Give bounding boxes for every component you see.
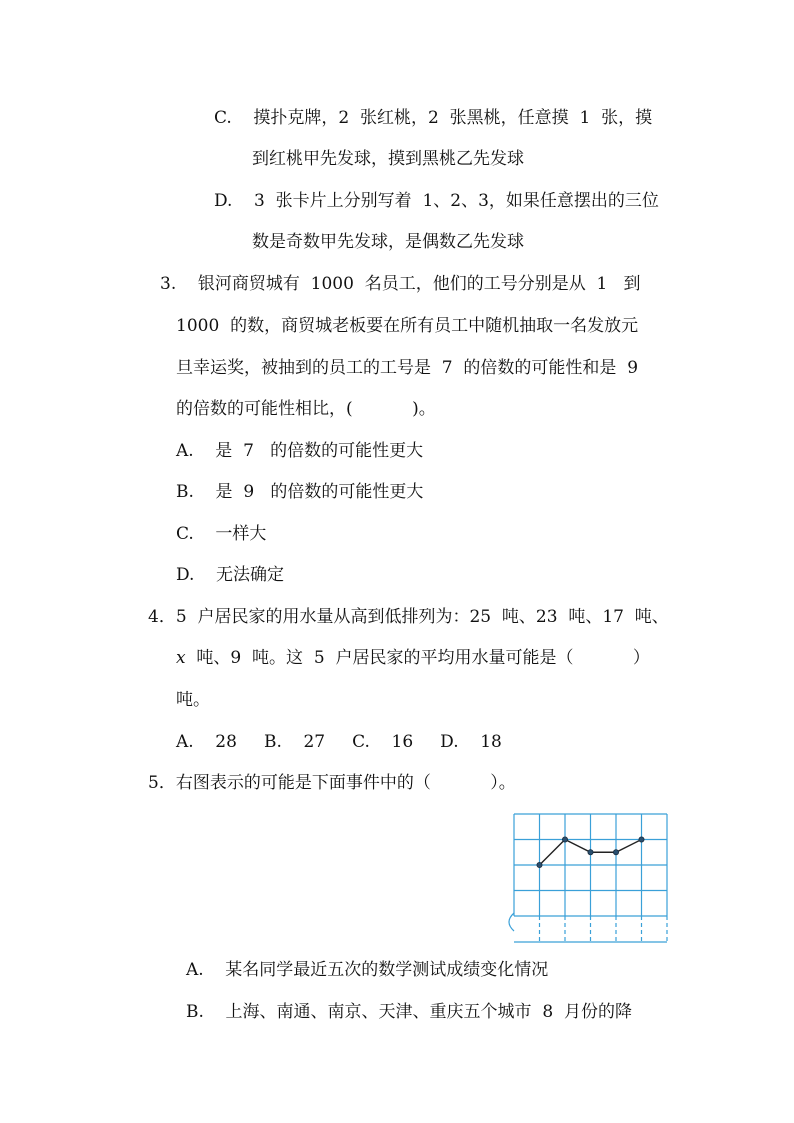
q2-option-d-line2: 数是奇数甲先发球，是偶数乙先发球 (252, 232, 524, 252)
q3-option-b: B. 是 9 的倍数的可能性更大 (176, 482, 424, 502)
q3-stem-line4: 的倍数的可能性相比，( )。 (176, 399, 436, 419)
q3-option-c: C. 一样大 (176, 524, 267, 544)
chart-break-mark (509, 913, 514, 931)
q4-options: A. 28 B. 27 C. 16 D. 18 (176, 732, 502, 752)
q5-line-chart (504, 810, 674, 945)
q5-option-a: A. 某名同学最近五次的数学测试成绩变化情况 (186, 960, 549, 980)
q4-stem-line3: 吨。 (176, 690, 210, 710)
q3-stem-line1: 3. 银河商贸城有 1000 名员工，他们的工号分别是从 1 到 (160, 274, 641, 294)
chart-axis-dashes (514, 916, 667, 942)
q2-option-c-line1: C. 摸扑克牌，2 张红桃，2 张黑桃，任意摸 1 张，摸 (214, 108, 653, 128)
q3-option-a: A. 是 7 的倍数的可能性更大 (176, 441, 424, 461)
q5-stem-line1: 5．右图表示的可能是下面事件中的（ ）。 (148, 773, 516, 793)
q4-stem-line2-text: 吨、9 吨。这 5 户居民家的平均用水量可能是（ ） (185, 648, 650, 668)
q2-option-d-line1: D. 3 张卡片上分别写着 1、2、3，如果任意摆出的三位 (214, 191, 659, 211)
data-point (639, 837, 644, 842)
q3-option-d: D. 无法确定 (176, 565, 285, 585)
q4-stem-line1: 4．5 户居民家的用水量从高到低排列为：25 吨、23 吨、17 吨、 (148, 607, 669, 627)
data-point (562, 837, 567, 842)
q2-option-c-line2: 到红桃甲先发球，摸到黑桃乙先发球 (252, 149, 524, 169)
q3-stem-line3: 旦幸运奖，被抽到的员工的工号是 7 的倍数的可能性和是 9 (176, 358, 639, 378)
data-point (613, 850, 618, 855)
data-point (537, 862, 542, 867)
data-point (588, 850, 593, 855)
q3-stem-line2: 1000 的数，商贸城老板要在所有员工中随机抽取一名发放元 (176, 316, 639, 336)
q4-variable-x: x (176, 648, 186, 668)
q5-option-b: B. 上海、南通、南京、天津、重庆五个城市 8 月份的降 (186, 1002, 632, 1022)
q4-stem-line2 (176, 646, 650, 670)
